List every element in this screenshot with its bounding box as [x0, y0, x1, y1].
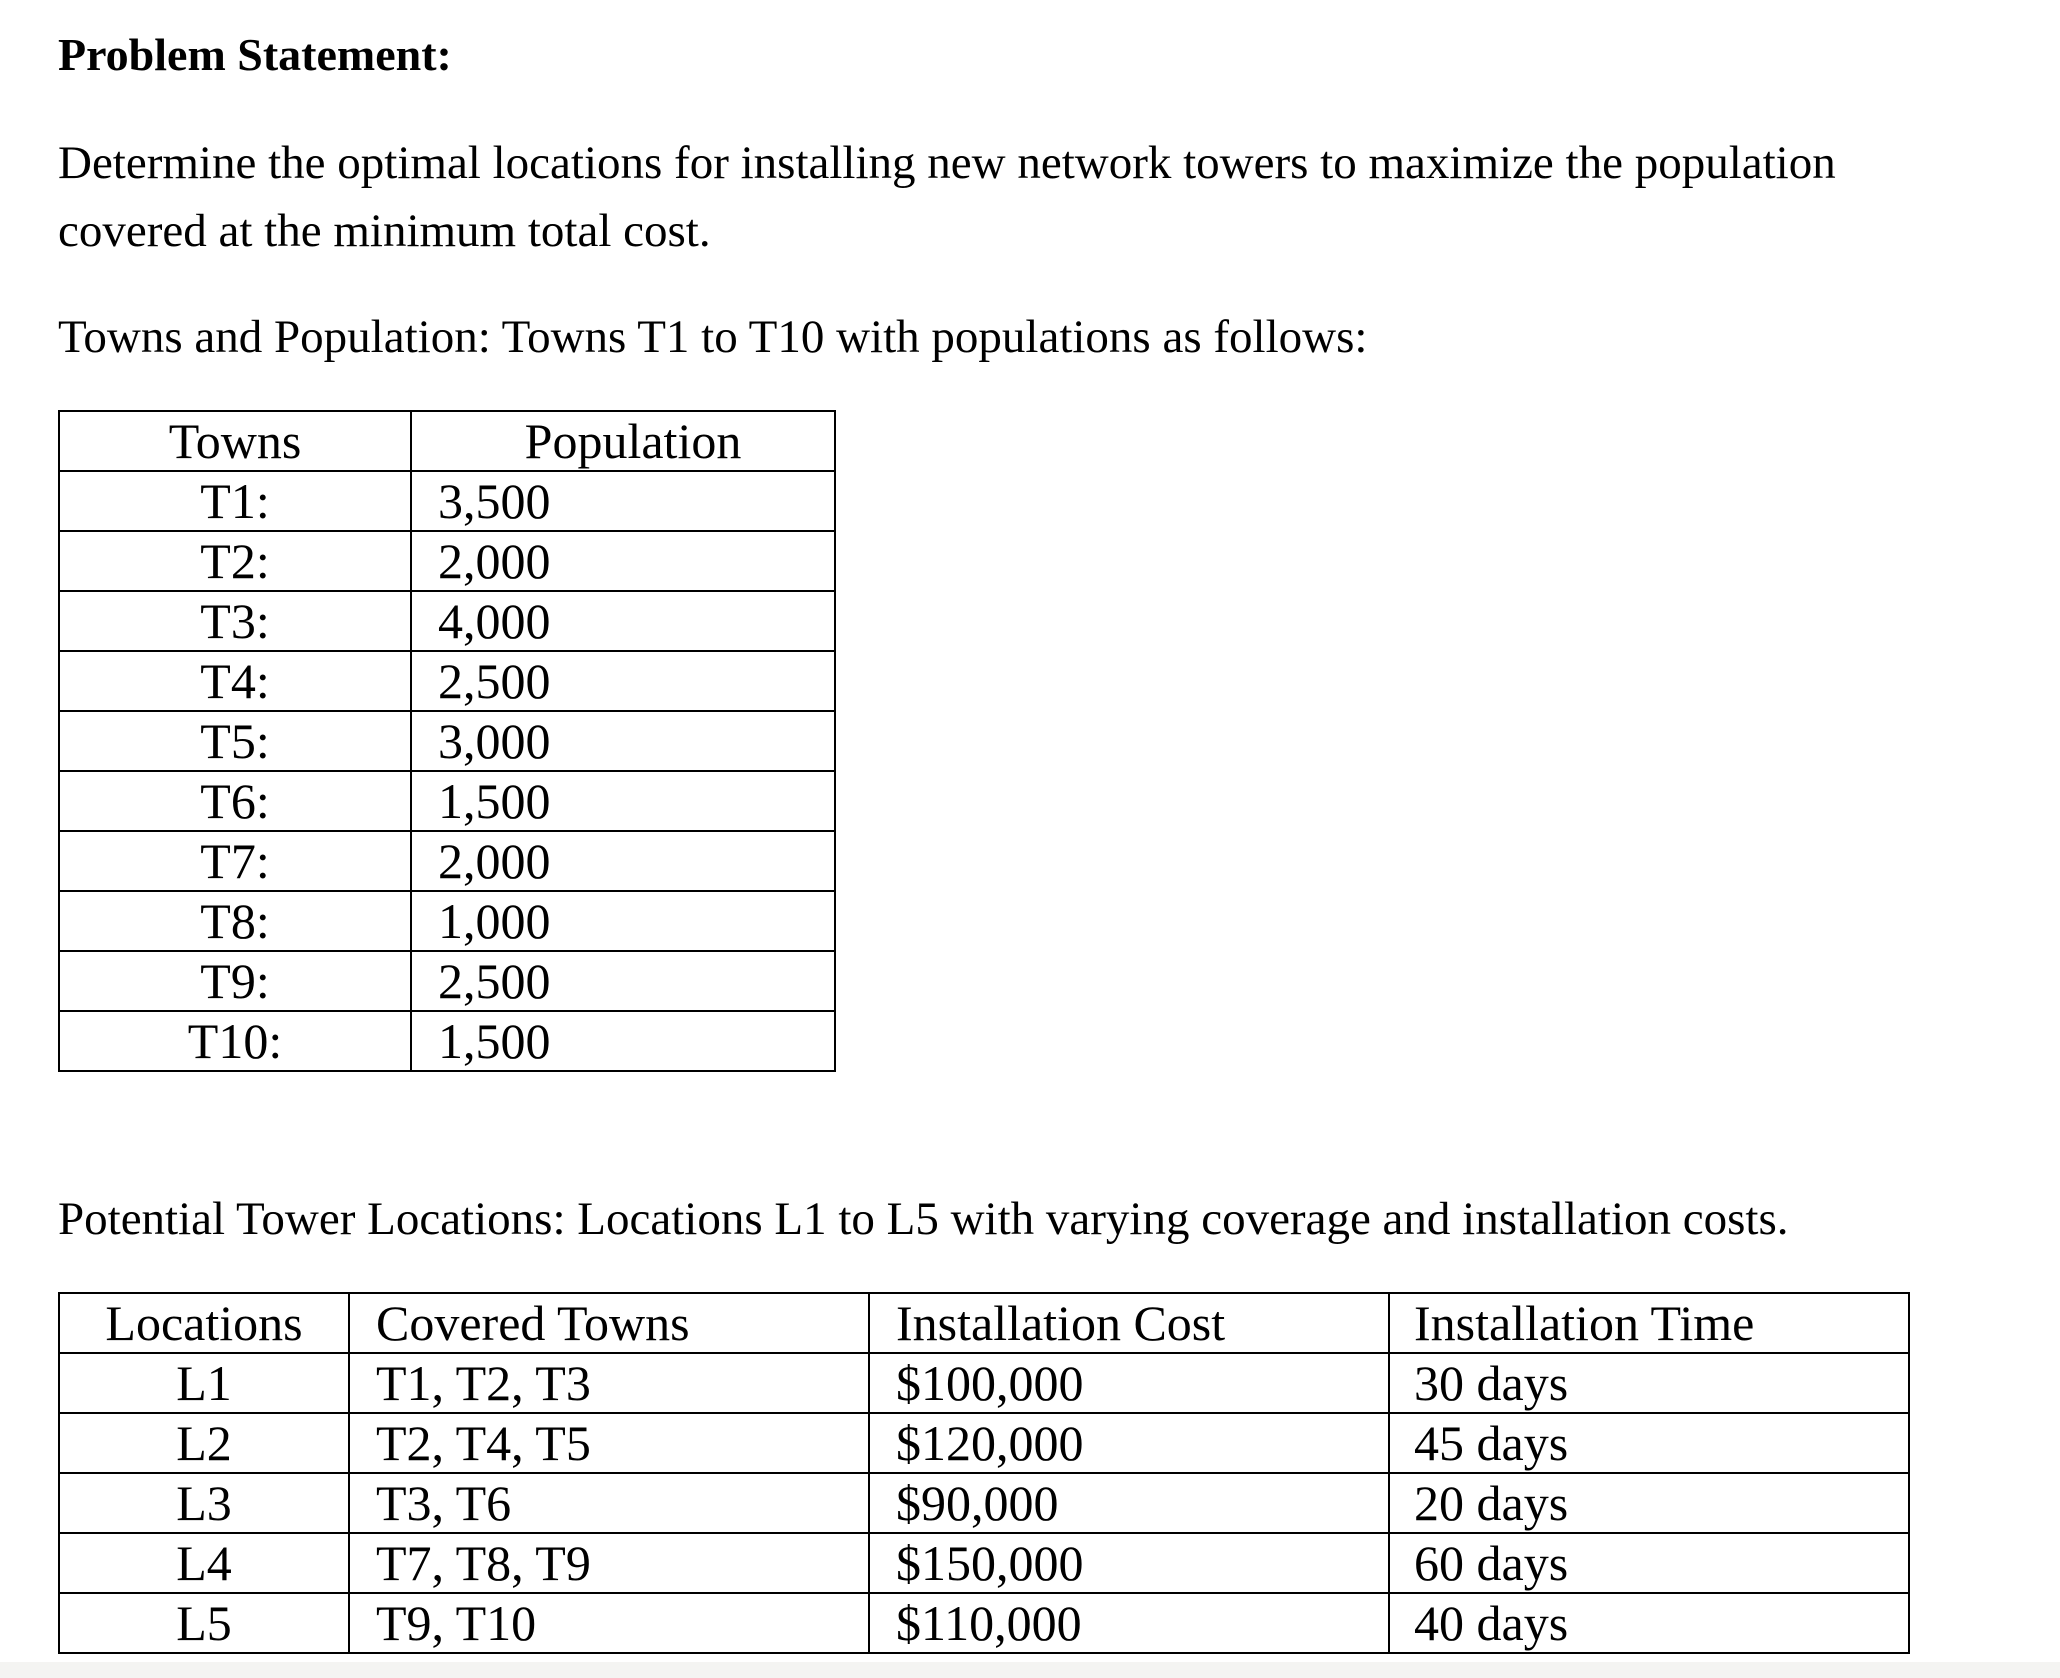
installation-cost-cell: $110,000 — [869, 1593, 1389, 1653]
table-row — [59, 1011, 835, 1071]
covered-towns-cell: T7, T8, T9 — [349, 1533, 869, 1593]
tower-locations-table — [58, 1292, 1910, 1654]
table-row — [59, 1593, 1909, 1653]
location-cell: L4 — [59, 1533, 349, 1593]
town-cell: T8: — [59, 891, 411, 951]
installation-time-cell: 60 days — [1389, 1533, 1909, 1593]
covered-towns-cell: T3, T6 — [349, 1473, 869, 1533]
objective-text-line-2: covered at the minimum total cost. — [58, 205, 711, 257]
covered-towns-cell: T1, T2, T3 — [349, 1353, 869, 1413]
table-row — [59, 891, 835, 951]
location-cell: L1 — [59, 1353, 349, 1413]
table-row — [59, 951, 835, 1011]
table-row — [59, 591, 835, 651]
population-cell: 2,500 — [411, 651, 835, 711]
column-header-installation-time: Installation Time — [1389, 1293, 1909, 1353]
location-cell: L5 — [59, 1593, 349, 1653]
location-cell: L2 — [59, 1413, 349, 1473]
column-header-population: Population — [411, 411, 835, 471]
towns-intro-text: Towns and Population: Towns T1 to T10 with populations as follows: — [58, 311, 1368, 363]
table-header-row — [59, 1293, 1909, 1353]
town-cell: T2: — [59, 531, 411, 591]
table-row — [59, 1533, 1909, 1593]
locations-intro-text: Potential Tower Locations: Locations L1 to L5 with varying coverage and installation costs. — [58, 1193, 1789, 1245]
covered-towns-cell: T2, T4, T5 — [349, 1413, 869, 1473]
problem-statement-heading: Problem Statement: — [58, 29, 452, 80]
covered-towns-cell: T9, T10 — [349, 1593, 869, 1653]
table-row — [59, 471, 835, 531]
table-row — [59, 531, 835, 591]
population-cell: 2,000 — [411, 831, 835, 891]
installation-time-cell: 45 days — [1389, 1413, 1909, 1473]
installation-cost-cell: $90,000 — [869, 1473, 1389, 1533]
installation-time-cell: 20 days — [1389, 1473, 1909, 1533]
town-cell: T10: — [59, 1011, 411, 1071]
installation-cost-cell: $100,000 — [869, 1353, 1389, 1413]
table-row — [59, 1473, 1909, 1533]
column-header-locations: Locations — [59, 1293, 349, 1353]
population-cell: 1,500 — [411, 1011, 835, 1071]
column-header-installation-cost: Installation Cost — [869, 1293, 1389, 1353]
population-cell: 1,500 — [411, 771, 835, 831]
installation-cost-cell: $150,000 — [869, 1533, 1389, 1593]
town-cell: T6: — [59, 771, 411, 831]
towns-population-table — [58, 410, 836, 1072]
column-header-towns: Towns — [59, 411, 411, 471]
installation-time-cell: 30 days — [1389, 1353, 1909, 1413]
town-cell: T1: — [59, 471, 411, 531]
table-row — [59, 651, 835, 711]
table-row — [59, 1353, 1909, 1413]
page-bottom-edge — [0, 1662, 2060, 1678]
population-cell: 3,500 — [411, 471, 835, 531]
population-cell: 1,000 — [411, 891, 835, 951]
population-cell: 3,000 — [411, 711, 835, 771]
town-cell: T3: — [59, 591, 411, 651]
population-cell: 2,500 — [411, 951, 835, 1011]
installation-cost-cell: $120,000 — [869, 1413, 1389, 1473]
objective-text-line-1: Determine the optimal locations for installing new network towers to maximize the population — [58, 137, 1836, 189]
town-cell: T7: — [59, 831, 411, 891]
location-cell: L3 — [59, 1473, 349, 1533]
town-cell: T4: — [59, 651, 411, 711]
table-row — [59, 771, 835, 831]
column-header-covered-towns: Covered Towns — [349, 1293, 869, 1353]
population-cell: 4,000 — [411, 591, 835, 651]
table-header-row — [59, 411, 835, 471]
installation-time-cell: 40 days — [1389, 1593, 1909, 1653]
town-cell: T5: — [59, 711, 411, 771]
town-cell: T9: — [59, 951, 411, 1011]
population-cell: 2,000 — [411, 531, 835, 591]
table-row — [59, 831, 835, 891]
table-row — [59, 711, 835, 771]
table-row — [59, 1413, 1909, 1473]
